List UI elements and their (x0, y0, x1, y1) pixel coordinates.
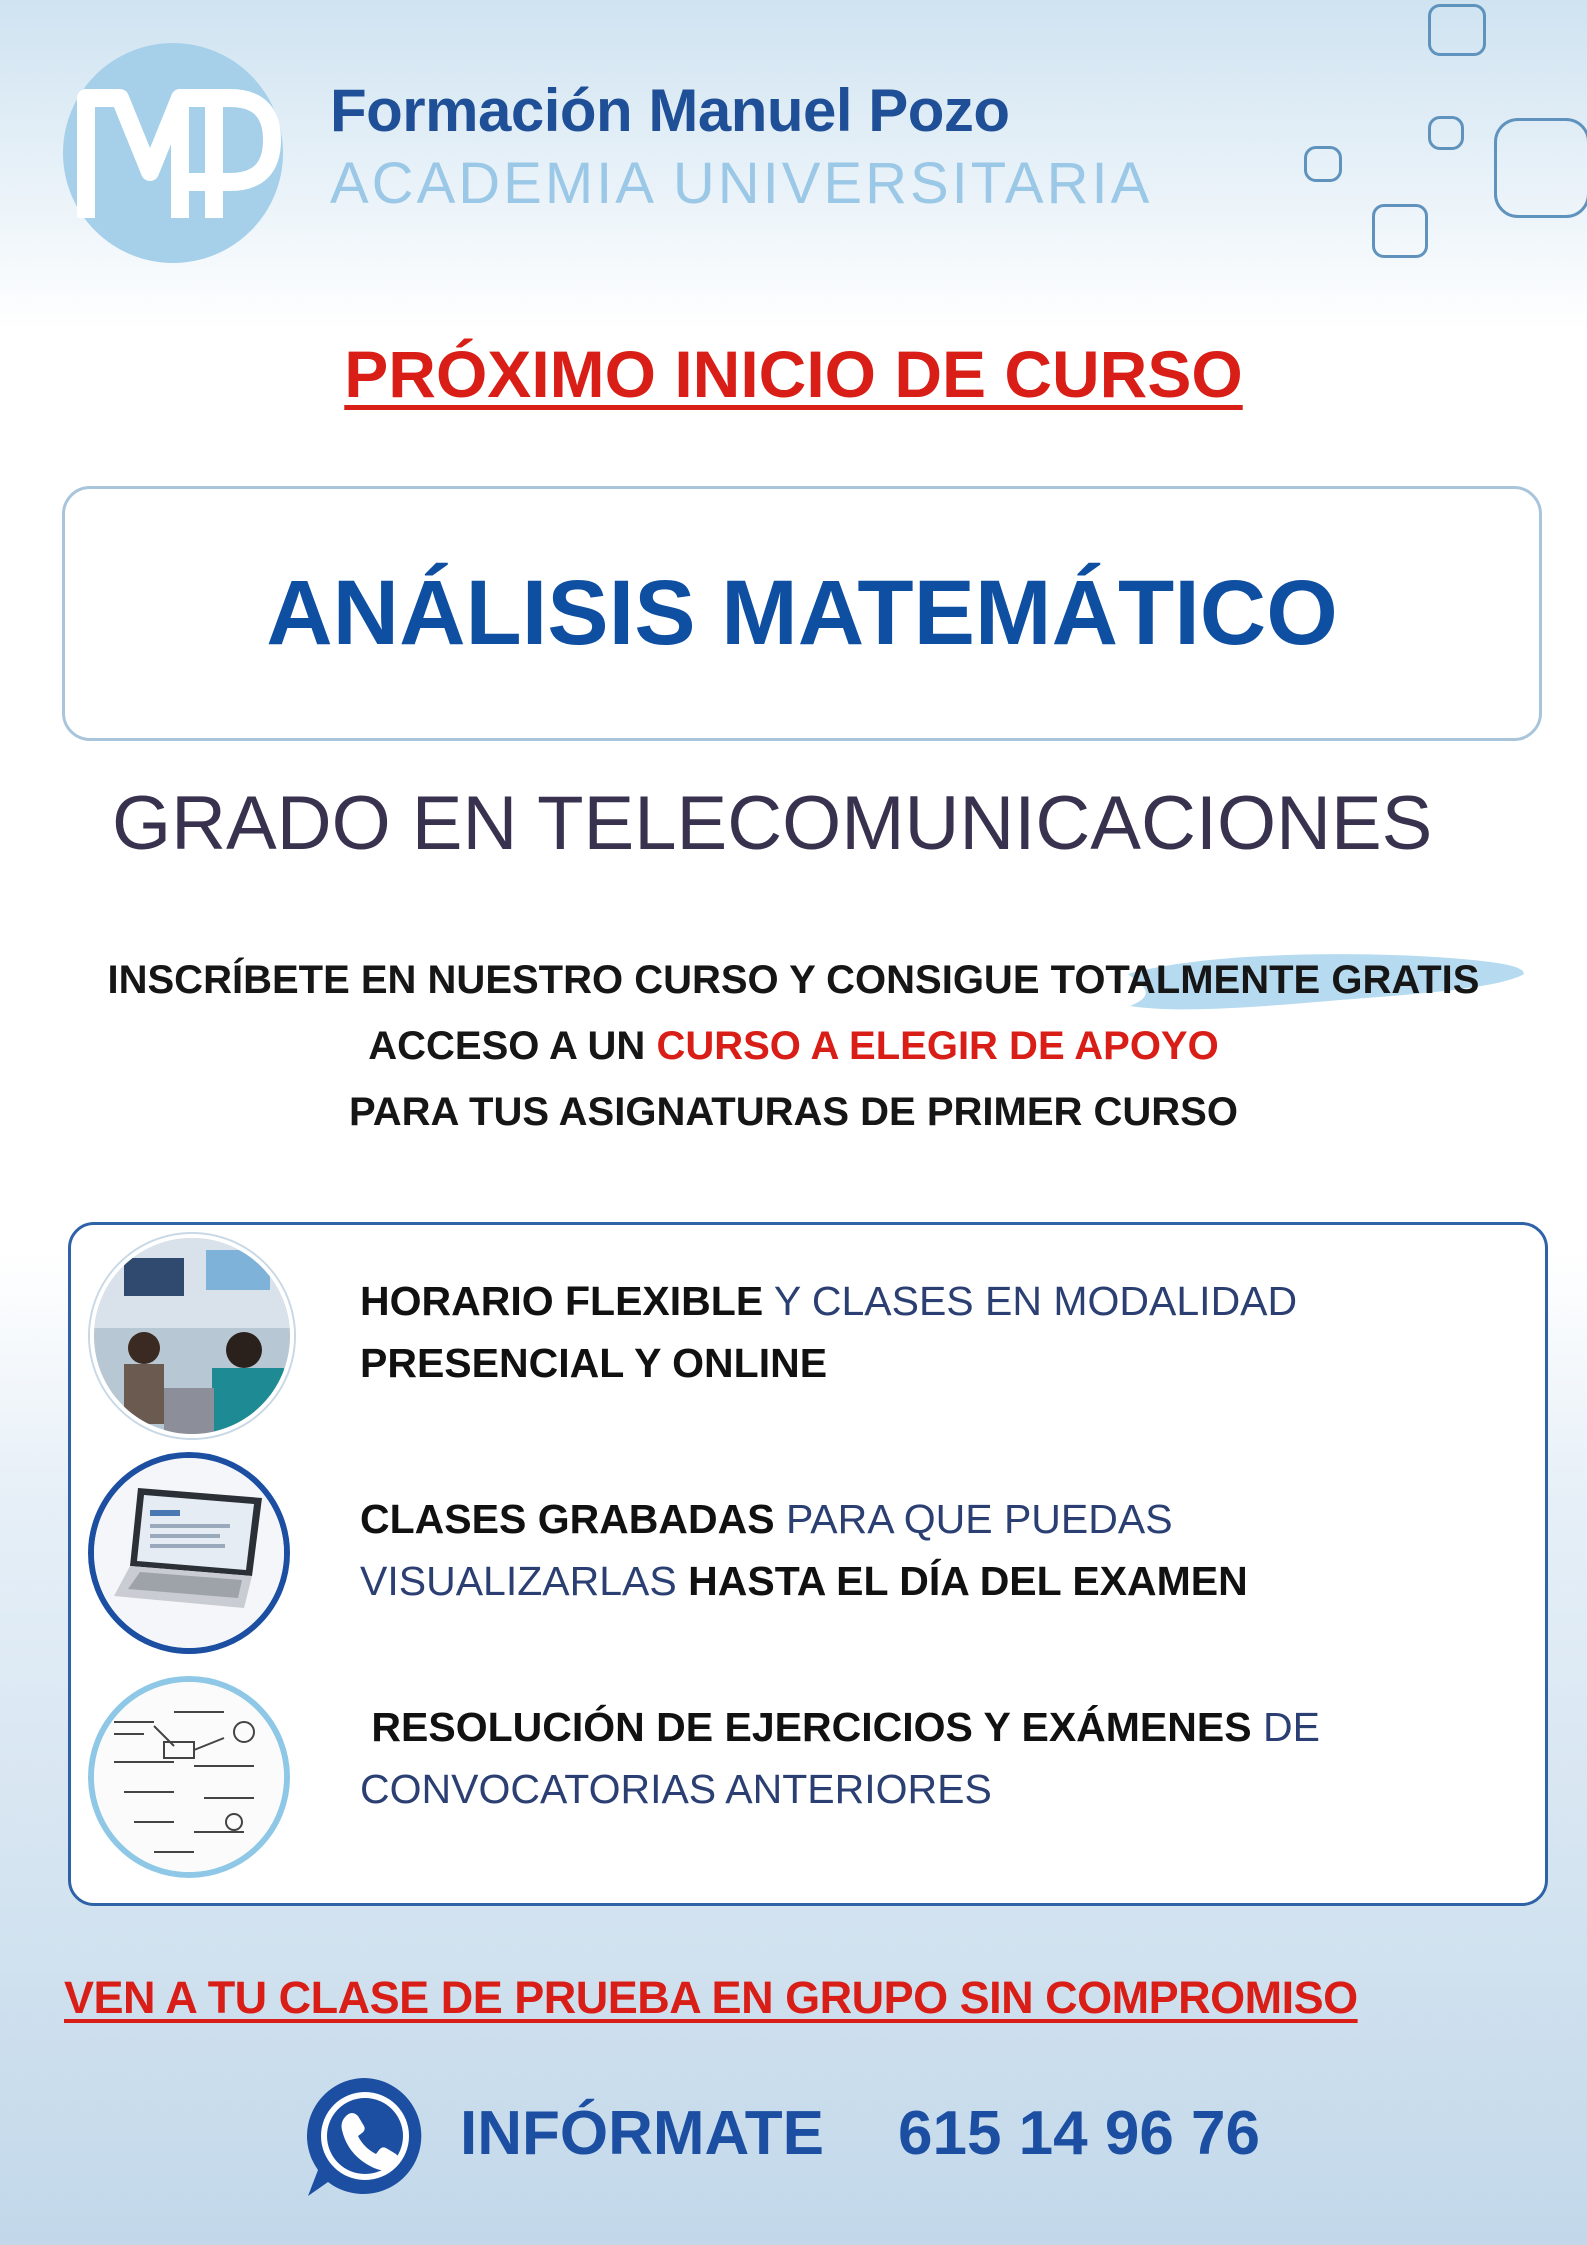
feature-1-bold-2: PRESENCIAL Y ONLINE (360, 1340, 828, 1386)
degree-name: GRADO EN TELECOMUNICACIONES (112, 781, 1433, 866)
feature-2-bold-2: HASTA EL DÍA DEL EXAMEN (688, 1558, 1248, 1604)
classroom-photo-icon (90, 1234, 294, 1438)
course-title: ANÁLISIS MATEMÁTICO (266, 562, 1338, 664)
contact-phone[interactable]: 615 14 96 76 (898, 2099, 1261, 2168)
brand-subtitle: ACADEMIA UNIVERSITARIA (330, 151, 1153, 216)
feature-1-bold-1: HORARIO FLEXIBLE (360, 1278, 764, 1324)
contact-label: INFÓRMATE (460, 2099, 824, 2168)
feature-2-normal-1: PARA QUE PUEDAS (774, 1496, 1173, 1542)
whatsapp-icon[interactable] (298, 2070, 433, 2205)
promo-line-1: INSCRÍBETE EN NUESTRO CURSO Y CONSIGUE TOTALMENTE GRATIS (107, 958, 1480, 1002)
promo-line-3: PARA TUS ASIGNATURAS DE PRIMER CURSO (349, 1090, 1238, 1134)
feature-2-text (360, 1488, 1248, 1612)
decor-square (1494, 118, 1587, 218)
feature-1-normal-1: Y CLASES EN MODALIDAD (763, 1278, 1298, 1324)
feature-1-text (360, 1270, 1297, 1394)
laptop-photo-icon (88, 1452, 290, 1654)
feature-2-normal-2: VISUALIZARLAS (360, 1558, 689, 1604)
decor-square (1428, 4, 1486, 56)
announcement-heading: PRÓXIMO INICIO DE CURSO (344, 337, 1243, 411)
feature-2-bold-1: CLASES GRABADAS (360, 1496, 775, 1542)
trial-class-cta[interactable]: VEN A TU CLASE DE PRUEBA EN GRUPO SIN COMPROMISO (64, 1972, 1358, 2023)
promo-line-2 (0, 1024, 1587, 1069)
promo-highlight: CURSO A ELEGIR DE APOYO (656, 1024, 1219, 1068)
decor-square (1304, 146, 1342, 182)
brand-logo (58, 40, 288, 266)
promo-line-2-prefix: ACCESO A UN (368, 1024, 657, 1068)
math-notes-photo-icon (88, 1676, 290, 1878)
decor-square (1372, 204, 1428, 258)
brand-name: Formación Manuel Pozo (330, 77, 1010, 144)
feature-3-bold-1: RESOLUCIÓN DE EJERCICIOS Y EXÁMENES (371, 1704, 1252, 1750)
feature-3-text (360, 1696, 1320, 1820)
feature-3-normal-1: DE (1251, 1704, 1320, 1750)
feature-3-normal-2: CONVOCATORIAS ANTERIORES (360, 1766, 992, 1812)
decor-square (1428, 116, 1464, 150)
course-title-box (62, 486, 1542, 741)
